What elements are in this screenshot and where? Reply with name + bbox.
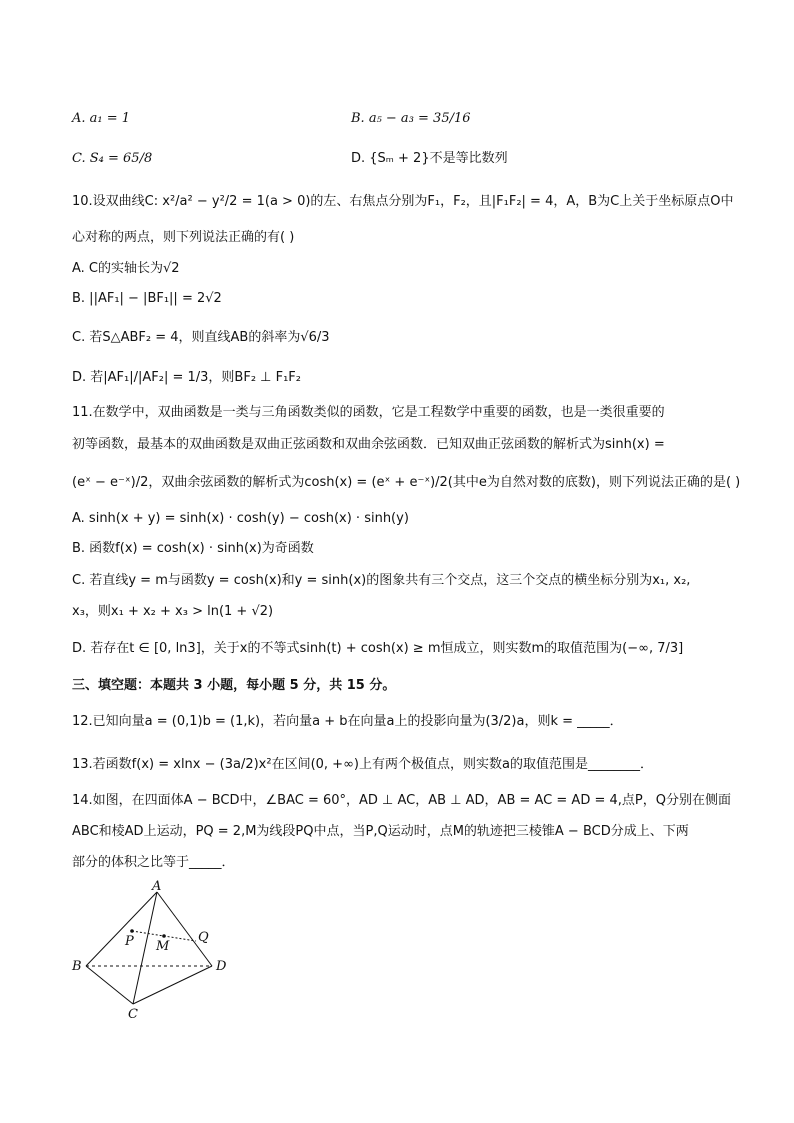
label-b: B — [72, 959, 82, 974]
point-m — [162, 934, 166, 938]
q10-option-b: B. ||AF₁| − |BF₁|| = 2√2 — [72, 291, 222, 306]
edge-bc — [86, 966, 133, 1004]
q10-option-c: C. 若S△ABF₂ = 4，则直线AB的斜率为√6/3 — [72, 330, 330, 345]
q11-stem-line2: 初等函数，最基本的双曲函数是双曲正弦函数和双曲余弦函数．已知双曲正弦函数的解析式为sinh(x) = — [72, 437, 665, 452]
q9-option-d: D. {Sₘ + 2}不是等比数列 — [351, 151, 508, 166]
label-q: Q — [198, 930, 209, 945]
q14-line3: 部分的体积之比等于_____． — [72, 855, 235, 870]
edge-ab — [86, 892, 157, 966]
section-heading-fill-in: 三、填空题：本题共 3 小题，每小题 5 分，共 15 分。 — [72, 678, 396, 693]
label-d: D — [216, 959, 227, 974]
label-m: M — [156, 939, 170, 954]
point-p — [130, 929, 134, 933]
q11-option-a: A. sinh(x + y) = sinh(x) · cosh(y) − cosh(x) · sinh(y) — [72, 511, 409, 526]
edge-ad — [157, 892, 212, 966]
q9-option-b: B. a₅ − a₃ = 35/16 — [351, 111, 471, 126]
q11-option-d: D. 若存在t ∈ [0, ln3]，关于x的不等式sinh(t) + cosh(x) ≥ m恒成立，则实数m的取值范围为(−∞, 7/3] — [72, 641, 684, 656]
q10-stem-line1: 10.设双曲线C: x²/a² − y²/2 = 1(a > 0)的左、右焦点分别为F₁，F₂，且|F₁F₂| = 4，A，B为C上关于坐标原点O中 — [72, 194, 734, 209]
q14-line1: 14.如图，在四面体A − BCD中，∠BAC = 60°，AD ⊥ AC，AB ⊥ AD，AB = AC = AD = 4,点P，Q分别在侧面 — [72, 793, 731, 808]
q11-stem-line1: 11.在数学中，双曲函数是一类与三角函数类似的函数，它是工程数学中重要的函数，也是一类很重要的 — [72, 405, 665, 420]
q11-option-c-line2: x₃，则x₁ + x₂ + x₃ > ln(1 + √2) — [72, 604, 274, 619]
q9-option-c: C. S₄ = 65/8 — [72, 151, 153, 166]
label-c: C — [128, 1007, 138, 1022]
label-a: A — [152, 879, 162, 894]
q10-stem-line2: 心对称的两点，则下列说法正确的有( ) — [72, 230, 295, 245]
tetrahedron-figure — [60, 878, 260, 1028]
q11-option-b: B. 函数f(x) = cosh(x) · sinh(x)为奇函数 — [72, 541, 314, 556]
q13-text: 13.若函数f(x) = xlnx − (3a/2)x²在区间(0, +∞)上有两个极值点，则实数a的取值范围是________． — [72, 757, 653, 772]
q10-option-a: A. C的实轴长为√2 — [72, 261, 180, 276]
q9-option-a: A. a₁ = 1 — [72, 111, 131, 126]
q10-option-d: D. 若|AF₁|/|AF₂| = 1/3，则BF₂ ⊥ F₁F₂ — [72, 370, 301, 385]
q11-stem-line3: (eˣ − e⁻ˣ)/2，双曲余弦函数的解析式为cosh(x) = (eˣ + e⁻ˣ)/2(其中e为自然对数的底数)，则下列说法正确的是( ) — [72, 475, 741, 490]
edge-ac — [133, 892, 157, 1004]
q11-option-c-line1: C. 若直线y = m与函数y = cosh(x)和y = sinh(x)的图象共有三个交点，这三个交点的横坐标分别为x₁, x₂, — [72, 573, 691, 588]
edge-cd — [133, 966, 212, 1004]
q12-text: 12.已知向量a = (0,1)b = (1,k)，若向量a + b在向量a上的投影向量为(3/2)a，则k = _____． — [72, 714, 623, 729]
q14-line2: ABC和棱AD上运动，PQ = 2,M为线段PQ中点，当P,Q运动时，点M的轨迹把三棱锥A − BCD分成上、下两 — [72, 824, 689, 839]
label-p: P — [125, 934, 134, 949]
